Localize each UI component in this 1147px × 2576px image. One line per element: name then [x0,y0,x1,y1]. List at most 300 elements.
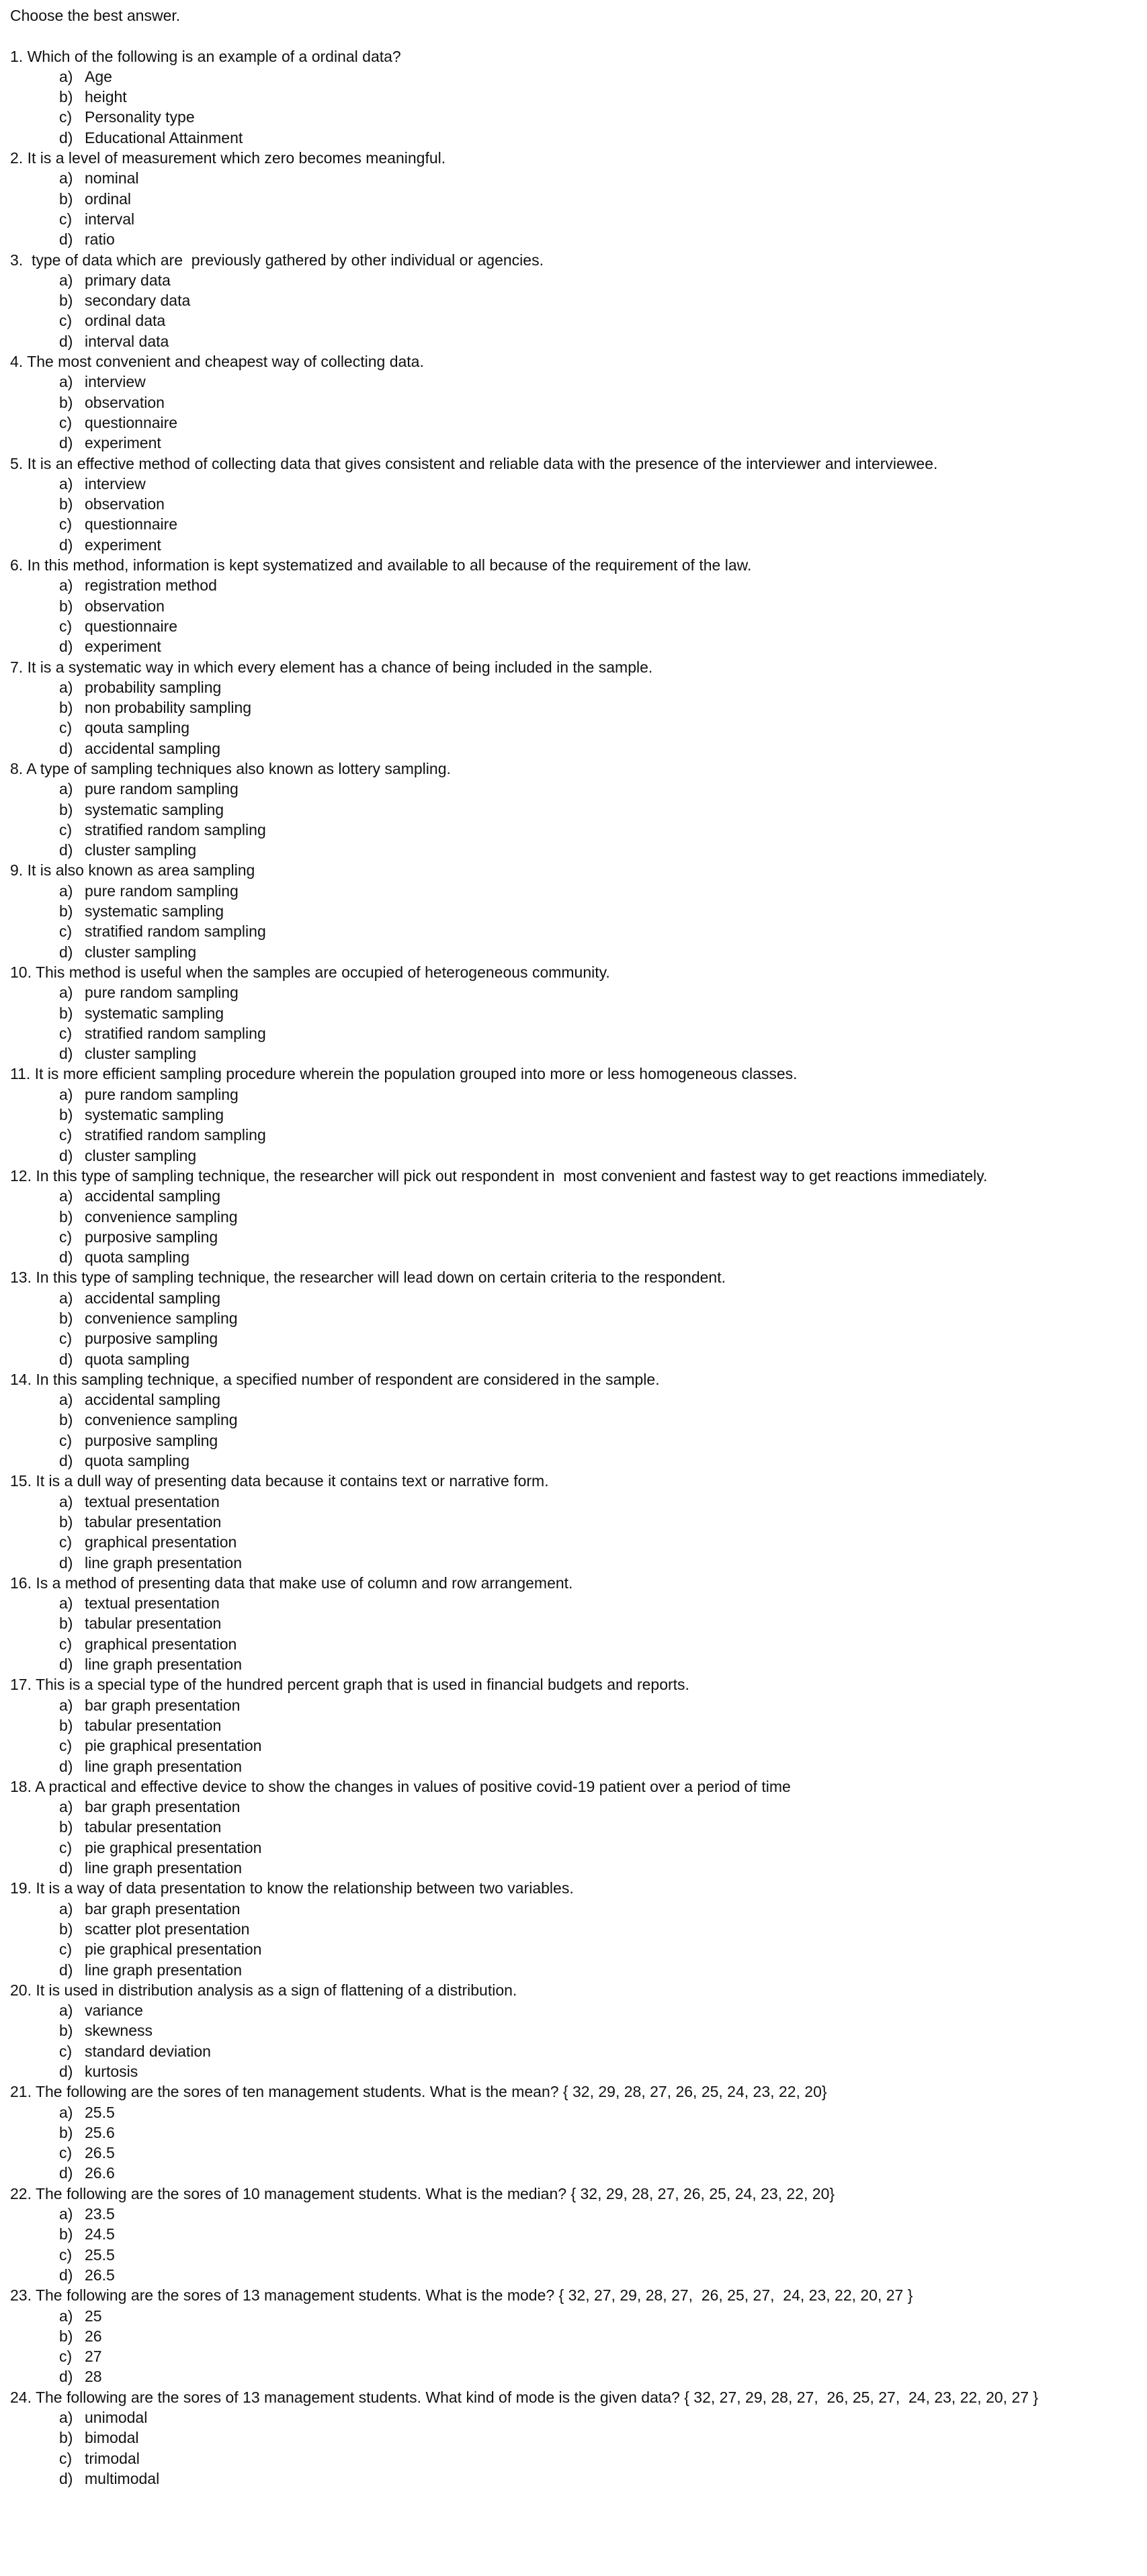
question-text: 12. In this type of sampling technique, the researcher will pick out respondent in most convenient and fastest way to get reactions immediately. [10,1166,988,1185]
question-text: 20. It is used in distribution analysis as a sign of flattening of a distribution. [10,1981,517,1999]
option-letter: d) [59,1859,73,1877]
question-text: 21. The following are the sores of ten management students. What is the mean? { 32, 29, 28, 27, 26, 25, 24, 23, 22, 20} [10,2083,827,2101]
answer-option [10,372,1147,392]
option-letter: b) [59,1512,73,1531]
option-letter: c) [59,2042,73,2060]
option-label: 25.5 [85,2103,115,2121]
option-letter: b) [59,495,73,513]
answer-option [10,1756,1147,1776]
option-label: stratified random sampling [85,922,266,941]
option-label: pure random sampling [85,984,239,1002]
answer-option [10,1186,1147,1206]
option-label: convenience sampling [85,1310,238,1327]
option-letter: d) [59,1553,73,1572]
option-label: primary data [85,271,171,289]
option-letter: c) [59,2449,73,2467]
option-letter: c) [59,922,73,941]
answer-option [10,1207,1147,1227]
option-label: pie graphical presentation [85,1838,262,1856]
option-letter: c) [59,2245,73,2264]
question-text: 24. The following are the sores of 13 management students. What kind of mode is the given data? { 32, 27, 29, 28, 27, 26, 25, 27, 24, 23, 22, 20, 27 } [10,2388,1039,2406]
question-16 [10,1573,1147,1674]
answer-option [10,2143,1147,2163]
answer-option [10,290,1147,310]
answer-option [10,1043,1147,1064]
option-letter: a) [59,2307,73,2325]
option-letter: d) [59,1350,73,1368]
option-label: 26 [85,2327,102,2345]
answer-option [10,1308,1147,1328]
option-label: observation [85,393,165,411]
option-letter: d) [59,841,73,859]
question-text: 17. This is a special type of the hundred percent graph that is used in financial budgets and reports. [10,1676,689,1694]
answer-option [10,1695,1147,1715]
answer-option [10,800,1147,820]
question-text: 11. It is more efficient sampling procedure wherein the population grouped into more or less homogeneous classes. [10,1065,798,1083]
answer-option [10,2346,1147,2366]
option-letter: a) [59,2002,73,2020]
option-label: purposive sampling [85,1228,218,1246]
question-2 [10,148,1147,249]
answer-options [10,575,1147,656]
option-label: non probability sampling [85,699,252,717]
option-letter: c) [59,515,73,533]
answer-options [10,372,1147,453]
answer-option [10,982,1147,1002]
answer-option [10,596,1147,616]
question-20 [10,1980,1147,2081]
question-7 [10,657,1147,759]
option-label: cluster sampling [85,1045,197,1063]
answer-option [10,2020,1147,2041]
answer-options [10,270,1147,351]
option-label: textual presentation [85,1594,220,1613]
option-letter: b) [59,1615,73,1633]
option-label: experiment [85,535,161,554]
option-letter: a) [59,1594,73,1613]
answer-option [10,2061,1147,2081]
option-letter: a) [59,1085,73,1103]
option-label: stratified random sampling [85,1024,266,1042]
option-label: bar graph presentation [85,1696,241,1714]
question-18 [10,1776,1147,1878]
answer-option [10,2204,1147,2224]
answer-option [10,1817,1147,1837]
option-letter: a) [59,271,73,289]
answer-option [10,1389,1147,1410]
answer-options [10,1288,1147,1369]
answer-options [10,474,1147,555]
answer-options [10,2407,1147,2489]
option-letter: c) [59,210,73,228]
answer-option [10,2245,1147,2265]
option-label: 26.5 [85,2266,115,2284]
option-label: stratified random sampling [85,1126,266,1144]
question-list [10,46,1147,2489]
instruction-text: Choose the best answer. [10,7,181,24]
question-3 [10,250,1147,351]
option-label: experiment [85,638,161,656]
answer-option [10,1899,1147,1919]
option-letter: b) [59,1106,73,1124]
answer-option [10,1797,1147,1817]
answer-option [10,677,1147,697]
answer-option [10,1328,1147,1348]
option-letter: b) [59,2429,73,2447]
option-label: registration method [85,576,217,595]
option-label: purposive sampling [85,1330,218,1348]
answer-option [10,87,1147,107]
option-letter: b) [59,2327,73,2345]
option-label: Age [85,67,112,85]
answer-option [10,1553,1147,1573]
option-label: systematic sampling [85,800,224,818]
option-label: bar graph presentation [85,1899,241,1918]
option-letter: a) [59,1187,73,1205]
answer-option [10,514,1147,534]
answer-option [10,310,1147,331]
answer-option [10,820,1147,840]
option-letter: c) [59,413,73,431]
option-label: trimodal [85,2449,140,2467]
option-label: textual presentation [85,1492,220,1510]
option-letter: b) [59,1310,73,1327]
answer-option [10,1858,1147,1878]
option-letter: b) [59,2123,73,2141]
option-label: kurtosis [85,2062,138,2080]
option-label: Personality type [85,108,195,126]
option-label: line graph presentation [85,1656,242,1674]
option-label: line graph presentation [85,1757,242,1775]
answer-option [10,1654,1147,1674]
answer-option [10,2428,1147,2448]
option-label: interview [85,373,146,391]
answer-options [10,1389,1147,1471]
option-label: bimodal [85,2429,139,2447]
answer-options [10,2306,1147,2387]
option-label: standard deviation [85,2042,211,2060]
question-19 [10,1878,1147,1979]
option-letter: b) [59,2225,73,2243]
option-label: stratified random sampling [85,820,266,839]
option-letter: a) [59,1696,73,1714]
option-letter: d) [59,1248,73,1266]
answer-option [10,1939,1147,1959]
option-label: qouta sampling [85,719,189,737]
option-letter: a) [59,474,73,492]
option-letter: b) [59,1818,73,1836]
answer-option [10,2000,1147,2020]
answer-option [10,1023,1147,1043]
option-label: secondary data [85,292,191,310]
answer-option [10,1125,1147,1145]
answer-option [10,1146,1147,1166]
option-letter: c) [59,1024,73,1042]
option-label: observation [85,597,165,615]
option-letter: b) [59,1004,73,1022]
answer-option [10,433,1147,453]
answer-option [10,1003,1147,1023]
answer-option [10,2041,1147,2061]
question-14 [10,1369,1147,1471]
option-letter: a) [59,373,73,391]
answer-option [10,270,1147,290]
option-letter: c) [59,1126,73,1144]
question-4 [10,351,1147,453]
answer-options [10,1084,1147,1166]
option-letter: c) [59,1533,73,1551]
question-text: 9. It is also known as area sampling [10,861,255,879]
answer-option [10,494,1147,514]
option-letter: d) [59,1146,73,1164]
answer-option [10,2366,1147,2387]
option-letter: a) [59,1289,73,1307]
option-label: observation [85,495,165,513]
option-label: 26.5 [85,2144,115,2162]
option-label: accidental sampling [85,1391,221,1409]
option-letter: b) [59,393,73,411]
answer-option [10,1410,1147,1430]
option-label: questionnaire [85,413,178,431]
option-label: graphical presentation [85,1533,237,1551]
question-text: 15. It is a dull way of presenting data because it contains text or narrative form. [10,1472,549,1490]
question-11 [10,1064,1147,1165]
answer-options [10,2204,1147,2285]
option-label: systematic sampling [85,1004,224,1022]
answer-options [10,2000,1147,2081]
option-label: 28 [85,2368,102,2386]
answer-option [10,2468,1147,2489]
answer-options [10,1797,1147,1878]
option-label: systematic sampling [85,902,224,920]
answer-options [10,677,1147,759]
answer-option [10,2102,1147,2122]
option-label: pure random sampling [85,1085,239,1103]
answer-option [10,1919,1147,1939]
option-letter: d) [59,2368,73,2386]
option-letter: c) [59,1330,73,1348]
option-letter: a) [59,1798,73,1816]
option-label: line graph presentation [85,1961,242,1979]
option-letter: b) [59,88,73,106]
option-label: 25.5 [85,2245,115,2264]
answer-option [10,2163,1147,2183]
option-label: multimodal [85,2469,160,2487]
option-letter: c) [59,1940,73,1959]
option-label: quota sampling [85,1350,189,1368]
option-label: cluster sampling [85,943,197,961]
option-letter: d) [59,1045,73,1063]
option-letter: a) [59,882,73,900]
question-1 [10,46,1147,148]
option-label: graphical presentation [85,1635,237,1653]
answer-options [10,1695,1147,1776]
option-label: accidental sampling [85,1289,221,1307]
answer-option [10,229,1147,249]
option-letter: a) [59,1899,73,1918]
option-letter: c) [59,1635,73,1653]
option-letter: d) [59,2266,73,2284]
option-letter: a) [59,780,73,798]
answer-option [10,1288,1147,1308]
question-text: 3. type of data which are previously gathered by other individual or agencies. [10,251,544,269]
question-text: 14. In this sampling technique, a specified number of respondent are considered in the sample. [10,1370,660,1388]
option-letter: a) [59,2205,73,2223]
option-letter: b) [59,292,73,310]
answer-option [10,2265,1147,2285]
option-letter: d) [59,332,73,350]
option-letter: c) [59,2348,73,2366]
answer-options [10,1186,1147,1267]
answer-option [10,2326,1147,2346]
answer-option [10,1349,1147,1369]
answer-option [10,1532,1147,1552]
option-letter: a) [59,678,73,696]
answer-option [10,2122,1147,2143]
option-label: 24.5 [85,2225,115,2243]
question-23 [10,2285,1147,2387]
option-letter: d) [59,1656,73,1674]
answer-option [10,575,1147,595]
option-label: convenience sampling [85,1411,238,1429]
option-letter: c) [59,1431,73,1449]
option-letter: a) [59,2409,73,2427]
option-letter: d) [59,638,73,656]
option-letter: a) [59,169,73,187]
answer-option [10,718,1147,738]
option-label: unimodal [85,2409,148,2427]
option-letter: d) [59,1961,73,1979]
option-letter: c) [59,108,73,126]
answer-option [10,474,1147,494]
option-letter: b) [59,1207,73,1226]
answer-option [10,1593,1147,1613]
question-text: 2. It is a level of measurement which zero becomes meaningful. [10,149,446,167]
answer-option [10,921,1147,941]
answer-option [10,1838,1147,1858]
option-label: line graph presentation [85,1859,242,1877]
option-label: tabular presentation [85,1716,222,1734]
option-label: bar graph presentation [85,1798,241,1816]
answer-option [10,1247,1147,1267]
question-text: 1. Which of the following is an example of a ordinal data? [10,47,401,65]
answer-option [10,413,1147,433]
option-label: purposive sampling [85,1431,218,1449]
answer-option [10,1613,1147,1633]
answer-option [10,535,1147,555]
option-letter: c) [59,1737,73,1755]
option-label: 25 [85,2307,102,2325]
answer-option [10,1227,1147,1247]
answer-options [10,1899,1147,1980]
answer-option [10,636,1147,656]
option-label: tabular presentation [85,1512,222,1531]
option-letter: d) [59,2062,73,2080]
answer-option [10,1105,1147,1125]
answer-option [10,331,1147,351]
answer-option [10,1492,1147,1512]
option-label: variance [85,2002,143,2020]
answer-option [10,697,1147,718]
option-label: quota sampling [85,1452,189,1470]
answer-option [10,779,1147,799]
option-label: scatter plot presentation [85,1920,250,1938]
answer-option [10,392,1147,413]
option-letter: b) [59,189,73,208]
answer-options [10,1593,1147,1674]
option-letter: b) [59,2022,73,2040]
blank-line [10,26,1147,46]
option-label: 25.6 [85,2123,115,2141]
option-label: ratio [85,230,115,249]
option-label: experiment [85,434,161,452]
answer-option [10,2306,1147,2326]
question-10 [10,962,1147,1064]
option-letter: d) [59,1757,73,1775]
answer-option [10,942,1147,962]
question-17 [10,1674,1147,1776]
option-label: pie graphical presentation [85,1940,262,1959]
option-label: pie graphical presentation [85,1737,262,1755]
option-label: cluster sampling [85,841,197,859]
option-label: nominal [85,169,139,187]
question-text: 8. A type of sampling techniques also known as lottery sampling. [10,759,451,777]
answer-option [10,840,1147,860]
question-22 [10,2184,1147,2285]
question-8 [10,759,1147,860]
option-label: convenience sampling [85,1207,238,1226]
option-letter: b) [59,902,73,920]
option-letter: b) [59,699,73,717]
option-label: line graph presentation [85,1553,242,1572]
option-label: Educational Attainment [85,128,243,146]
answer-option [10,1451,1147,1471]
answer-option [10,1084,1147,1105]
question-21 [10,2081,1147,2183]
question-15 [10,1471,1147,1572]
option-letter: d) [59,434,73,452]
option-label: accidental sampling [85,1187,221,1205]
answer-option [10,1512,1147,1532]
question-text: 22. The following are the sores of 10 management students. What is the median? { 32, 29, 28, 27, 26, 25, 24, 23, 22, 20} [10,2184,835,2202]
option-label: interval [85,210,135,228]
answer-option [10,616,1147,636]
answer-option [10,209,1147,229]
option-label: skewness [85,2022,153,2040]
answer-options [10,2102,1147,2184]
answer-option [10,2224,1147,2244]
answer-options [10,881,1147,962]
question-24 [10,2387,1147,2489]
answer-option [10,128,1147,148]
option-letter: c) [59,617,73,635]
option-label: pure random sampling [85,882,239,900]
option-letter: c) [59,312,73,330]
option-letter: d) [59,535,73,554]
question-text: 10. This method is useful when the samples are occupied of heterogeneous community. [10,963,610,981]
answer-option [10,1715,1147,1735]
question-text: 19. It is a way of data presentation to know the relationship between two variables. [10,1879,574,1897]
option-label: probability sampling [85,678,222,696]
answer-options [10,67,1147,148]
answer-option [10,1735,1147,1756]
answer-option [10,189,1147,209]
option-label: systematic sampling [85,1106,224,1124]
answer-options [10,1492,1147,1573]
answer-option [10,2407,1147,2428]
answer-option [10,1430,1147,1451]
option-letter: c) [59,820,73,839]
